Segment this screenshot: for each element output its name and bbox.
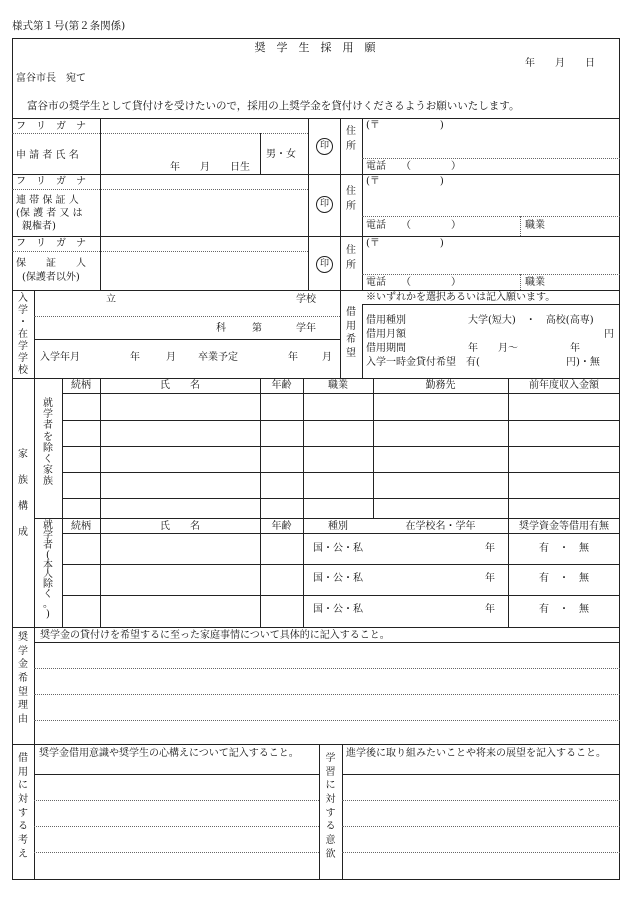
lump-sum-label: 入学一時金貸付希望 有( bbox=[366, 357, 480, 368]
col-name-students: 氏 名 bbox=[160, 521, 200, 532]
school-gakko: 学校 bbox=[296, 294, 316, 305]
col-scholarship: 奨学資金等借用有無 bbox=[519, 521, 609, 532]
guarantor-address-input[interactable] bbox=[366, 192, 616, 214]
guarantor2-furigana-label: フ リ ガ ナ bbox=[16, 238, 86, 249]
student-3-have[interactable]: 有 ・ 無 bbox=[539, 604, 589, 615]
reason-instruction: 奨学金の貸付けを希望するに至った家庭事情について具体的に記入すること。 bbox=[40, 630, 390, 641]
attitude-label: 借 用 に 対 す る 考 え bbox=[18, 753, 28, 860]
guarantor-seal-icon: 印 bbox=[316, 196, 333, 213]
student-2-grade[interactable]: 年 bbox=[485, 573, 495, 584]
guarantor2-sub-label: (保護者以外) bbox=[22, 272, 80, 283]
col-income: 前年度収入金額 bbox=[529, 380, 599, 391]
col-school-type: 種別 bbox=[328, 521, 348, 532]
col-school-grade: 在学校名・学年 bbox=[405, 521, 476, 532]
applicant-name-label: 申 請 者 氏 名 bbox=[16, 150, 79, 161]
guarantor2-address-input[interactable] bbox=[366, 254, 616, 272]
guarantor-furigana-input[interactable] bbox=[104, 176, 304, 188]
loan-period-from[interactable]: 年 月～ bbox=[468, 343, 518, 354]
applicant-seal-icon: 印 bbox=[316, 138, 333, 155]
col-workplace: 勤務先 bbox=[425, 380, 456, 391]
student-1-type[interactable]: 国・公・私 bbox=[313, 543, 363, 554]
guarantor2-furigana-input[interactable] bbox=[104, 238, 304, 250]
graduation-month[interactable]: 月 bbox=[322, 352, 332, 363]
attitude-instruction: 奨学金借用意識や奨学生の心構えについて記入すること。 bbox=[39, 748, 299, 759]
applicant-postal[interactable]: (〒 ) bbox=[366, 120, 444, 131]
reason-label: 奨 学 金 希 望 理 由 bbox=[18, 632, 28, 726]
guarantor-phone[interactable]: 電話 （ ） bbox=[366, 220, 461, 231]
applicant-furigana-label: フ リ ガ ナ bbox=[16, 121, 86, 132]
col-name: 氏 名 bbox=[160, 380, 200, 391]
guarantor-address-label: 住 所 bbox=[346, 186, 356, 212]
loan-monthly-label: 借用月額 bbox=[366, 329, 406, 340]
student-3-grade[interactable]: 年 bbox=[485, 604, 495, 615]
applicant-phone[interactable]: 電話 （ ） bbox=[366, 161, 461, 172]
guarantor2-seal-icon: 印 bbox=[316, 256, 333, 273]
guarantor2-phone[interactable]: 電話 （ ） bbox=[366, 277, 461, 288]
guarantor2-name-input[interactable] bbox=[104, 256, 304, 286]
entry-year[interactable]: 年 bbox=[130, 352, 140, 363]
application-date[interactable]: 年 月 日 bbox=[525, 58, 595, 69]
applicant-address-label: 住 所 bbox=[346, 126, 356, 152]
family-label: 家 族 構 成 bbox=[18, 449, 28, 538]
student-3-type[interactable]: 国・公・私 bbox=[313, 604, 363, 615]
school-ritsu: 立 bbox=[106, 294, 116, 305]
guarantor-name-input[interactable] bbox=[104, 194, 304, 232]
student-1-grade[interactable]: 年 bbox=[485, 543, 495, 554]
attitude-textarea[interactable] bbox=[38, 778, 316, 876]
guarantor-sub-label-2: 親権者) bbox=[22, 221, 56, 232]
col-occupation: 職業 bbox=[328, 380, 348, 391]
request-text: 富谷市の奨学生として貸付けを受けたいので，採用の上奨学金を貸付けくださるようお願いいたします。 bbox=[27, 100, 520, 112]
school-label: 入 学 ・ 在 学 学 校 bbox=[18, 293, 28, 376]
guarantor-label: 連 帯 保 証 人 bbox=[16, 195, 79, 206]
form-number: 様式第１号(第２条関係) bbox=[12, 20, 126, 32]
graduation-year[interactable]: 年 bbox=[288, 352, 298, 363]
loan-monthly-yen: 円 bbox=[604, 329, 614, 340]
col-age-students: 年齢 bbox=[271, 521, 292, 532]
loan-type-value[interactable]: 大学(短大) ・ 高校(高専) bbox=[468, 315, 594, 326]
student-2-have[interactable]: 有 ・ 無 bbox=[539, 573, 589, 584]
reason-textarea[interactable] bbox=[38, 646, 616, 740]
family-others-label: 就 学 者 を 除 く 家 族 bbox=[43, 398, 53, 488]
guarantor2-postal[interactable]: (〒 ) bbox=[366, 238, 444, 249]
applicant-address-input[interactable] bbox=[366, 136, 616, 156]
guarantor-sub-label: (保 護 者 又 は bbox=[16, 208, 83, 219]
student-1-have[interactable]: 有 ・ 無 bbox=[539, 543, 589, 554]
col-age: 年齢 bbox=[271, 380, 292, 391]
col-relation: 続柄 bbox=[71, 380, 91, 391]
loan-period-to[interactable]: 年 bbox=[570, 343, 580, 354]
loan-type-label: 借用種別 bbox=[366, 315, 406, 326]
school-dai: 第 bbox=[252, 323, 262, 334]
applicant-furigana-input[interactable] bbox=[104, 120, 304, 132]
study-textarea[interactable] bbox=[346, 778, 616, 876]
applicant-gender[interactable]: 男・女 bbox=[266, 149, 296, 160]
guarantor-job-label: 職業 bbox=[525, 220, 545, 231]
guarantor2-label: 保 証 人 bbox=[16, 258, 86, 269]
loan-period-label: 借用期間 bbox=[366, 343, 406, 354]
applicant-name-input[interactable] bbox=[104, 136, 256, 160]
study-instruction: 進学後に取り組みたいことや将来の展望を記入すること。 bbox=[346, 748, 606, 759]
guarantor2-job-label: 職業 bbox=[525, 277, 545, 288]
entry-label: 入学年月 bbox=[40, 352, 80, 363]
loan-label: 借 用 希 望 bbox=[346, 307, 356, 359]
school-ka: 科 bbox=[216, 323, 226, 334]
entry-month[interactable]: 月 bbox=[166, 352, 176, 363]
family-students-label: 就 学 者 ( 本 人 除 く 。 ) bbox=[43, 520, 53, 621]
study-label: 学 習 に 対 す る 意 欲 bbox=[325, 753, 336, 860]
form-title: 奨 学 生 採 用 願 bbox=[254, 41, 376, 54]
student-2-type[interactable]: 国・公・私 bbox=[313, 573, 363, 584]
guarantor-postal[interactable]: (〒 ) bbox=[366, 176, 444, 187]
addressee: 富谷市長 宛て bbox=[16, 73, 86, 84]
school-gakunen: 学年 bbox=[296, 323, 316, 334]
col-relation-students: 続柄 bbox=[71, 521, 91, 532]
guarantor2-address-label: 住 所 bbox=[346, 245, 356, 271]
graduation-label: 卒業予定 bbox=[198, 352, 238, 363]
loan-note: ※いずれかを選択あるいは記入願います。 bbox=[366, 292, 556, 303]
guarantor-furigana-label: フ リ ガ ナ bbox=[16, 176, 86, 187]
lump-sum-tail[interactable]: 円)・無 bbox=[566, 357, 600, 368]
school-name-input[interactable] bbox=[118, 293, 294, 307]
applicant-birthdate[interactable]: 年 月 日生 bbox=[170, 162, 250, 173]
